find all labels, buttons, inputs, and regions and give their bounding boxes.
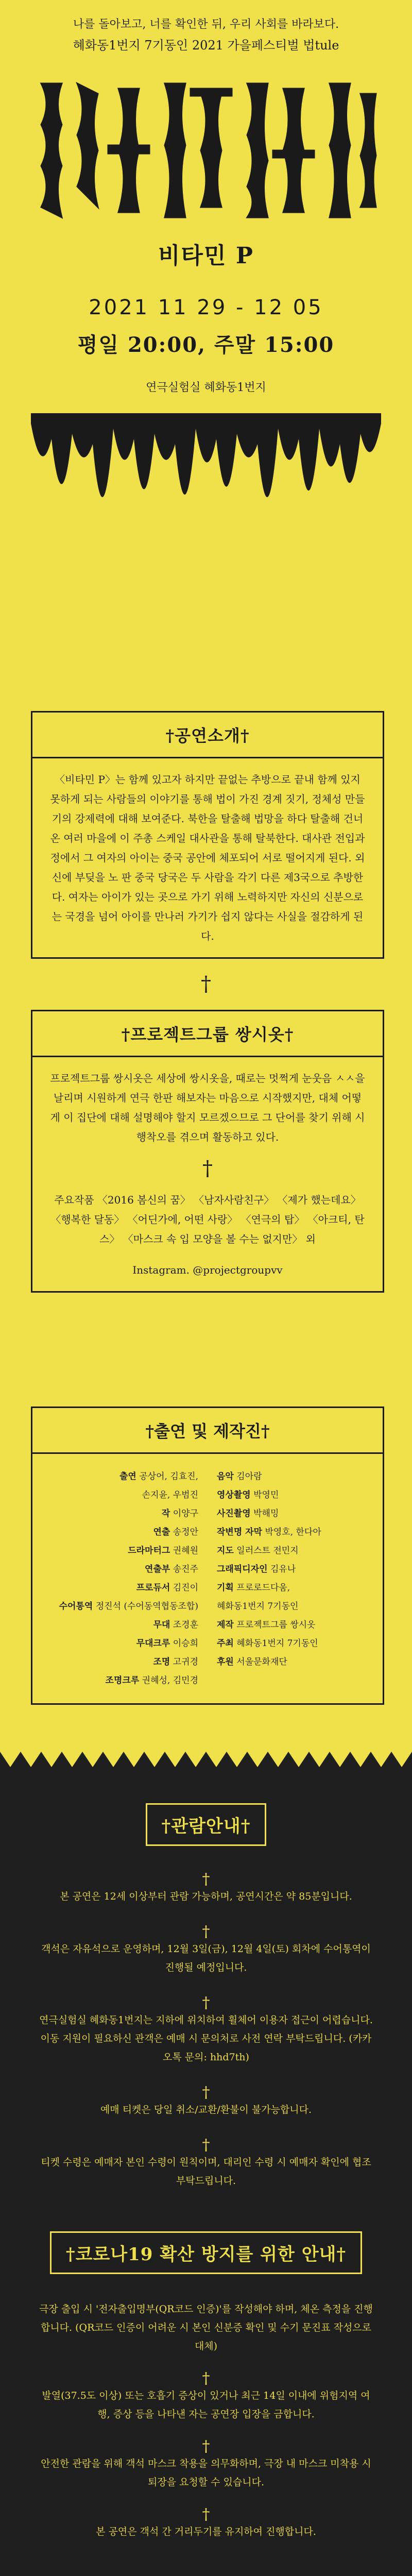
credit-row [43,1486,198,1504]
guide-item: 예매 티켓은 당일 취소/교환/환불이 불가능합니다. [100,2104,312,2115]
credit-role: 영상촬영 [217,1490,251,1500]
cross-divider: † [201,972,211,996]
credits-right [208,1467,372,1690]
guide-heading-wrap [0,1803,412,1846]
covid-item: 본 공연은 객석 간 거리두기를 유지하여 진행합니다. [96,2526,316,2537]
credit-role: 주최 [217,1638,234,1649]
credit-row [217,1560,372,1579]
credit-name: 이승희 [173,1638,198,1649]
credit-role: 프로듀서 [136,1583,170,1593]
credit-row [43,1671,198,1690]
credit-row [217,1597,372,1616]
credit-name: 김유나 [270,1564,296,1574]
covid-heading-wrap [0,2231,412,2274]
credit-row [217,1616,372,1634]
venue: 연극실험실 혜화동1번지 [146,381,266,394]
synopsis-box [31,711,384,959]
guide-item: 연극실험실 혜화동1번지는 지하에 위치하여 휠체어 이용자 접근이 어렵습니다. 이동 지원이 필요하신 관객은 예매 시 문의처로 사전 연락 부탁드립니다. (카카오톡 문의: hhd7th) [39,2014,373,2063]
credit-row [217,1523,372,1541]
show-title: 비타민 P [158,243,254,269]
credit-name: 혜화동1번지 7기동인 [217,1601,299,1612]
credit-role: 조명크루 [105,1675,140,1686]
credit-row [43,1541,198,1560]
credit-row [43,1653,198,1671]
credit-name: 박영호, 한다아 [265,1527,321,1537]
credit-name: 정진석 (수어동역협동조합) [95,1601,198,1612]
credit-name: 손지윤, 우범진 [142,1490,198,1500]
credit-role: 조명 [153,1657,170,1667]
guide-heading: †관람안내† [146,1803,267,1846]
cross-mark: † [202,1870,210,1888]
guide-item: 객석은 자유석으로 운영하며, 12월 3일(금), 12월 4일(토) 회차에 수어통역이 진행될 예정입니다. [41,1943,371,1973]
covid-item: 극장 출입 시 '전자출입명부(QR코드 인증)'를 작성해야 하며, 체온 측정을 진행합니다. (QR코드 인증이 어려운 시 본인 신분증 확인 및 수기 문진표 작성으로 대체) [39,2303,373,2352]
project-body: 프로젝트그룹 쌍시옷은 세상에 쌍시옷을, 때로는 멋쩍게 눈웃음 ㅅㅅ을 날리며 시원하게 연극 한판 해보자는 마음으로 시작했지만, 대체 어떻게 이 집단에 대해 설명해야 할지 모르겠으므로 그 단어를 찾기 위해 시행착오를 겪으며 활동하고 있다. [50,1072,365,1143]
covid-heading: †코로나19 확산 방지를 위한 안내† [50,2231,362,2274]
drip-decoration [31,413,381,568]
cross-mark: † [202,2369,210,2387]
credit-row [217,1653,372,1671]
credit-name: 조경훈 [173,1620,198,1630]
credit-role: 무대크루 [136,1638,170,1649]
hero-intro [0,0,412,56]
cross-mark: † [202,2505,210,2523]
credit-name: 송진주 [173,1564,198,1574]
title-art-logo [31,73,381,228]
credits-heading: †출연 및 제작진† [32,1408,383,1454]
credits-box [31,1406,384,1705]
info-section [0,1752,412,2576]
intro-tagline: 나를 돌아보고, 너를 확인한 뒤, 우리 사회를 바라보다. [73,18,339,31]
synopsis-body: 〈비타민 P〉는 함께 있고자 하지만 끝없는 추방으로 끝내 함께 있지 못하게 되는 사람들의 이야기를 통해 법이 가진 경계 짓기, 정체성 만들기의 강제력에 대해 보여준다. 북한을 탈출해 법망을 하다 탈출해 건너온 여러 마을에 이 주총 스케일 대사관을 통해 탈북한다. 대사관 전입과정에서 그 여자의 아이는 중국 공안에 체포되어 서로 떨어지게 된다. 외신에 부딪을 노 판 중국 당국은 두 사람을 각기 다른 제3국으로 추방한다. 여자는 아이가 있는 곳으로 가기 위해 노력하지만 자신의 신분으로는 국경을 넘어 아이를 만나러 가기가 쉽지 않다는 사실을 절감하게 된다. [50,773,365,942]
credit-name: 박해밍 [253,1509,279,1519]
cross-mark: † [202,2083,210,2102]
cross-mark: † [202,2136,210,2154]
credit-role: 사진촬영 [217,1509,251,1519]
credit-role: 작변명 자막 [217,1527,263,1537]
credit-role: 출연 [119,1471,136,1482]
credit-role: 그래픽디자인 [217,1564,268,1574]
credit-name: 권혜원 [173,1546,198,1556]
credits-columns [32,1454,383,1703]
credit-role: 후원 [217,1657,234,1667]
credit-name: 송정안 [173,1527,198,1537]
credit-name: 김아람 [236,1471,262,1482]
covid-item: 발열(37.5도 이상) 또는 호흡기 증상이 있거나 최근 14일 이내에 위험지역 여행, 증상 등을 나타낸 자는 공연장 입장을 금합니다. [42,2390,370,2420]
credit-row [43,1560,198,1579]
credit-role: 수어통역 [59,1601,93,1612]
credit-row [43,1504,198,1523]
credit-name: 이양구 [173,1509,198,1519]
synopsis-heading: †공연소개† [32,713,383,758]
covid-list [0,2300,412,2541]
credit-name: 공상어, 김효진, [139,1471,198,1482]
project-works: 주요작품 〈2016 봄신의 꿈〉 〈남자사람친구〉 〈제가 했는데요〉 〈행복한 달동〉 〈어딘가에, 어떤 사랑〉 〈연극의 탑〉 〈아크티, 탄스〉 〈마스크 속 입 모양을 볼 수는 없지만〉 외 [50,1194,365,1245]
guide-item: 본 공연은 12세 이상부터 관람 가능하며, 공연시간은 약 85분입니다. [60,1891,352,1902]
cross-divider: † [202,1157,213,1180]
credit-role: 지도 [217,1546,234,1556]
cross-mark: † [202,1923,210,1941]
performance-times: 평일 20:00, 주말 15:00 [77,333,335,357]
credits-left [43,1467,208,1690]
credit-name: 서울문화재단 [236,1657,287,1667]
credit-role: 무대 [153,1620,170,1630]
credit-row [217,1486,372,1504]
credit-row [43,1597,198,1616]
guide-item: 티켓 수령은 예매자 본인 수령이 원칙이며, 대리인 수령 시 예매자 확인에 협조 부탁드립니다. [41,2157,371,2187]
credit-row [43,1579,198,1597]
credit-name: 프로젝트그룹 쌍시옷 [236,1620,316,1630]
intro-festival: 혜화동1번지 7기동인 2021 가을페스티벌 법tule [73,38,339,53]
credit-name: 고귀경 [173,1657,198,1667]
credit-name: 김진이 [173,1583,198,1593]
credit-row [217,1634,372,1653]
credit-row [217,1541,372,1560]
credit-row [217,1579,372,1597]
cross-mark: † [202,1994,210,2012]
credit-row [43,1634,198,1653]
credit-role: 연출 [153,1527,170,1537]
credit-role: 드라마터그 [128,1546,170,1556]
credit-name: 프로로드다움, [236,1583,290,1593]
credit-role: 제작 [217,1620,234,1630]
project-instagram: Instagram. @projectgroupvv [132,1264,283,1276]
credit-row [43,1523,198,1541]
covid-item: 안전한 관람을 위해 객석 마스크 착용을 의무화하며, 극장 내 마스크 미착용 시 퇴장을 요청할 수 있습니다. [41,2458,371,2488]
credit-role: 기획 [217,1583,234,1593]
project-heading: †프로젝트그룹 쌍시옷† [32,1011,383,1057]
credit-role: 음악 [217,1471,234,1482]
guide-list [0,1872,412,2190]
credit-name: 일러스트 전민지 [236,1546,299,1556]
cross-mark: † [202,2437,210,2455]
credit-row [43,1616,198,1634]
credit-row [43,1467,198,1486]
credit-role: 작 [161,1509,170,1519]
credit-name: 혜화동1번지 7기동인 [236,1638,318,1649]
credit-row [217,1467,372,1486]
project-box [31,1010,384,1293]
performance-dates: 2021 11 29 - 12 05 [89,296,323,319]
hero-section [0,0,412,675]
credit-name: 권혜성, 김민경 [142,1675,198,1686]
credit-row [217,1504,372,1523]
zigzag-edge [0,1752,412,1772]
credit-name: 박영민 [253,1490,279,1500]
credit-role: 연출부 [145,1564,170,1574]
